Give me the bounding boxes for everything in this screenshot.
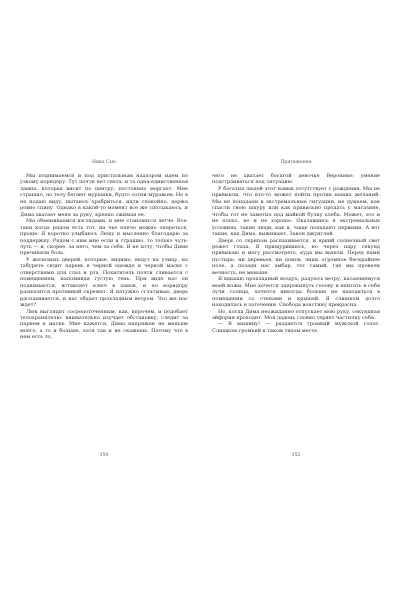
left-page <box>20 160 188 458</box>
left-paragraph-3: У железных дверей, которые, видимо, ведут на улицу, на табурете сидит парень в черной одежде и черной маске с отверстиями для глаз и рта. Похититель почти сливается с помещением, напоминая густую тень. При виде нас он поднимается, вставляет ключ в замок, и по коридору разносится противный скрежет. Я натужно сглатываю, дверь распахивается, и нас обдает прохладным ветром. Что же нас ждет? <box>20 256 188 309</box>
left-running-head: Ника Сью <box>91 160 117 165</box>
right-paragraph-2: У богатых людей этот навык отсутствует с рождения. Мы не привыкли, что кто-то может пойти против наших желаний. Мы не попадаем в экстремальные ситуации, не думаем, как спасти свою шкуру или как правильно продать у магазине, чтобы тот не заметил под майкой булку хлеба. Может, это и не плохо, но и не хорошо. Оказавшись в экстремальных условиях, такие люди, как я, чаще попадают первыми. А вот такие, как Дима, выживают. Закон джунглей. <box>212 185 380 238</box>
right-running-head: Притяжение <box>280 160 312 165</box>
right-paragraph-3: Дверь со скрипом распахивается, и яркий солнечный свет режет глаза. Я прищуриваюсь, но через пару секунд привыкаю и могу рассмотреть, куда мы вышли. Перед нами пустырь: ни деревьев, ни домов, лишь огромное бескрайнее поле, а позади нас амбар, тот самый, где мы провели вечность, не меньше. <box>212 237 380 276</box>
left-paragraph-1: Мы поднимаемся и под пристальным надзором идем по узкому коридору. Тут почти нет света, и та одна-единственная лампа, которая висит по центру, постоянно моргает. Мне страшно, по телу бегают мурашки, будто сотни муравьев. Но я не подаю виду, пытаюсь храбриться, идти спокойно, держа ровно спину. Однако в какой-то момент все же спотыкаюсь, и Дима хватает меня за руку, крепко сжимая ее. <box>20 173 188 218</box>
right-paragraph-4: Я вдыхаю прохладный воздух, радуюсь ветру, касающемуся моей кожи. Мне хочется запрокинуть голову и впитать в себя лучи солнца, хочется никогда больше не находиться в помещении со стенами и крышей. Я слишком долго находилась в заточении. Свобода воистину прекрасна. <box>212 276 380 309</box>
left-body-text <box>20 173 188 341</box>
right-paragraph-5: Но, когда Дима неожиданно отпускает мою руку, секундная эйфория проходит. Моя ладонь словно теряет частичку себя. <box>212 308 380 321</box>
page-gutter <box>199 150 201 460</box>
left-paragraph-4: Люк выглядит сосредоточенным, как, впрочем, и подобает телохранителю: внимательно изучает обстановку, следит за парнем в маске. Мне кажется, Дима напряжен не меньше моего, а то и больше, хотя так и не скажешь. Потому что в нем есть то, <box>20 308 188 341</box>
left-paragraph-2: Мы обмениваемся взглядами, и мне становится легче. Все-таки когда рядом есть тот, на чье плечо можно опереться, проще. Я коротко улыбаюсь Люку и мысленно благодарю за поддержку. Рядом с ним мне если и страшно, то только чуть-чуть — и, скорее, за него, чем за себя. Я не хочу, чтобы Диме причиняли боль. <box>20 218 188 257</box>
right-paragraph-6: — В машину! — раздается громкий мужской голос. Слишком громкий в таком тихом месте. <box>212 321 380 334</box>
right-body-text <box>212 173 380 334</box>
right-page <box>212 160 380 458</box>
left-page-number: 154 <box>99 453 109 458</box>
right-page-number: 155 <box>291 453 301 458</box>
right-paragraph-1: чего не хватает богатой девочке Веронике: умение подстраиваться под ситуацию. <box>212 173 380 186</box>
